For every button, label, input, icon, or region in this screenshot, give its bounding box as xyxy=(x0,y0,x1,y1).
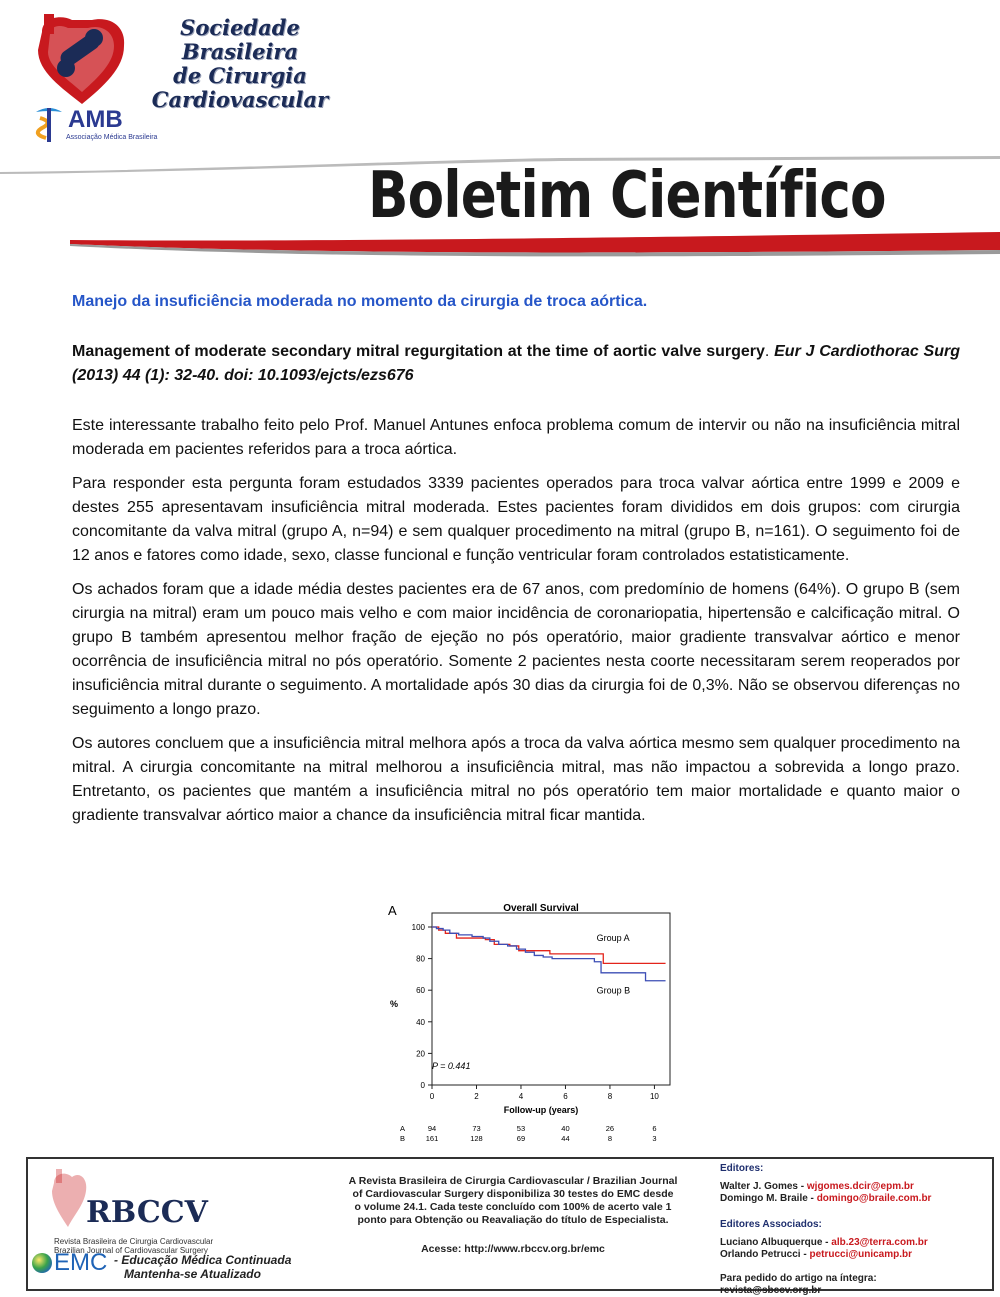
at-risk-value: 44 xyxy=(561,1134,570,1143)
assoc-editor-line xyxy=(720,1249,990,1261)
editors-heading: Editores: xyxy=(720,1163,764,1174)
survival-chart xyxy=(380,895,680,1155)
at-risk-value: 6 xyxy=(652,1124,657,1133)
y-tick-label: 40 xyxy=(416,1017,425,1027)
globe-icon xyxy=(32,1253,52,1273)
at-risk-value: 26 xyxy=(605,1124,615,1133)
sbc-heart-logo-icon xyxy=(30,12,130,108)
at-risk-value: 53 xyxy=(516,1124,526,1133)
footer-middle xyxy=(348,1175,678,1256)
article-reference: Management of moderate secondary mitral regurgitation at the time of aortic valve surgery. Eur J Cardiothorac Surg (2013) 44 (1): 32-40. doi: 10.1093/ejcts/ezs676 xyxy=(72,343,961,384)
at-risk-value: 161 xyxy=(425,1134,439,1143)
chart-title: Overall Survival xyxy=(503,903,579,914)
emc-logo xyxy=(32,1251,362,1285)
access-link[interactable]: http://www.rbccv.org.br/emc xyxy=(464,1243,605,1255)
assoc-editor-email-link[interactable]: petrucci@unicamp.br xyxy=(809,1249,913,1260)
emc-tagline-2: Mantenha-se Atualizado xyxy=(124,1267,261,1281)
rbccv-heart-icon xyxy=(48,1169,88,1229)
x-tick-label: 10 xyxy=(649,1092,659,1101)
emc-logo-text: EMC xyxy=(54,1249,108,1276)
sbc-name-line3: Cardiovascular xyxy=(151,87,329,112)
reference-citation: Eur J Cardiothorac Surg (2013) 44 (1): 32-40. doi: 10.1093/ejcts/ezs676 xyxy=(72,343,961,384)
rbccv-logo-text: RBCCV xyxy=(86,1195,208,1230)
at-risk-value: 40 xyxy=(561,1124,570,1133)
y-axis-label: % xyxy=(390,999,399,1009)
at-risk-value: 8 xyxy=(607,1134,613,1143)
series-line-group-a xyxy=(432,927,666,963)
article-paragraph: Os autores concluem que a insuficiência mitral melhora após a troca da valva aórtica mesmo sem qualquer procedimento na mitral. A cirurgia concomitante na mitral melhorou a insuficiência mitral, mas não impactou a sobrevida a longo prazo. Entretanto, os pacientes que mantém a insuficiência mitral no pós operatório tem maior mortalidade e quanto maior o gradiente transvalvar aórtico maior a chance da insuficiência mitral ficar mantida. xyxy=(72,735,960,824)
request-label: Para pedido do artigo na íntegra: xyxy=(720,1273,877,1284)
x-tick-label: 0 xyxy=(429,1092,435,1101)
article-title-pt: Manejo da insuficiência moderada no momento da cirurgia de troca aórtica. xyxy=(72,293,648,310)
assoc-editors-heading: Editores Associados: xyxy=(720,1219,822,1230)
article-paragraph: Este interessante trabalho feito pelo Prof. Manuel Antunes enfoca problema comum de intervir ou não na insuficiência mitral moderada em pacientes referidos para a troca aórtica. xyxy=(72,417,960,458)
editor-line xyxy=(720,1193,990,1205)
emc-tagline-1: - Educação Médica Continuada xyxy=(114,1253,292,1267)
amb-subtitle: Associação Médica Brasileira xyxy=(66,134,158,141)
sbc-logo xyxy=(30,8,330,112)
request-email-link[interactable]: revista@sbccv.org.br xyxy=(720,1285,822,1296)
x-axis-label: Follow-up (years) xyxy=(503,1105,579,1115)
sbc-name-line1: Sociedade Brasileira xyxy=(180,15,300,64)
assoc-editor-name: Luciano Albuquerque - xyxy=(720,1237,829,1248)
rbccv-logo xyxy=(40,1169,240,1255)
y-tick-label: 80 xyxy=(416,954,425,964)
assoc-editor-line xyxy=(720,1237,990,1249)
y-tick-label: 20 xyxy=(416,1049,425,1059)
at-risk-value: 94 xyxy=(427,1124,437,1133)
y-tick-label: 60 xyxy=(416,986,425,996)
article xyxy=(72,290,960,838)
series-label-group-b: Group B xyxy=(596,985,631,996)
x-tick-label: 2 xyxy=(474,1092,479,1101)
sbc-name-line2: de Cirurgia xyxy=(173,63,307,88)
at-risk-row-label: A xyxy=(400,1124,406,1133)
p-value-annotation: P = 0.441 xyxy=(432,1061,471,1072)
editor-email-link[interactable]: wjgomes.dcir@epm.br xyxy=(806,1181,914,1192)
series-line-group-b xyxy=(432,927,666,981)
article-paragraph: Para responder esta pergunta foram estudados 3339 pacientes operados para troca valvar aórtica entre 1999 e 2009 e destes 255 apresentavam insuficiência mitral moderada. Estes pacientes foram divididos em dois grupos: com cirurgia concomitante da valva mitral (grupo A, n=94) e sem qualquer procedimento na mitral (grupo B, n=161). O seguimento foi de 12 anos e fatores como idade, sexo, classe funcional e função ventricular foram controlados estatisticamente. xyxy=(72,475,960,564)
caduceus-icon xyxy=(32,104,66,144)
amb-name: AMB xyxy=(68,106,123,133)
editor-line xyxy=(720,1181,990,1193)
panel-label: A xyxy=(388,903,397,918)
footer-access xyxy=(348,1243,678,1256)
x-tick-label: 4 xyxy=(518,1092,524,1101)
article-paragraph: Os achados foram que a idade média destes pacientes era de 67 anos, com predomínio de homens (64%). O grupo B (sem cirurgia na mitral) eram um pouco mais velho e com maior incidência de coronariopatia, hipertensão e calcificação mitral. O grupo B também apresentou melhor fração de ejeção no pós operatório, maior gradiente transvalvar aórtico e menor ocorrência de insuficiência mitral no pós operatório. Somente 2 pacientes nesta coorte necessitaram serem reoperados por insuficiência mitral durante o seguimento. A mortalidade após 30 dias da cirurgia foi de 0,3%. Não se observou diferenças no seguimento a longo prazo. xyxy=(72,581,960,718)
plot-frame xyxy=(432,913,670,1085)
editor-name: Walter J. Gomes - xyxy=(720,1181,805,1192)
access-label: Acesse: xyxy=(421,1243,462,1255)
rbccv-journal-line1: Revista Brasileira de Cirurgia Cardiovascular xyxy=(54,1237,214,1246)
footer xyxy=(26,1157,994,1296)
at-risk-value: 69 xyxy=(516,1134,526,1143)
series-label-group-a: Group A xyxy=(596,933,630,944)
at-risk-row-label: B xyxy=(400,1134,406,1143)
at-risk-value: 73 xyxy=(472,1124,481,1133)
amb-logo xyxy=(32,104,162,148)
editor-name: Domingo M. Braile - xyxy=(720,1193,814,1204)
assoc-editor-name: Orlando Petrucci - xyxy=(720,1249,807,1260)
editor-email-link[interactable]: domingo@braile.com.br xyxy=(816,1193,932,1204)
footer-editors xyxy=(720,1163,990,1297)
y-tick-label: 0 xyxy=(420,1081,425,1090)
rbccv-journal-line2: Brazilian Journal of Cardiovascular Surgery xyxy=(54,1246,208,1255)
x-tick-label: 8 xyxy=(607,1092,613,1101)
sbc-name xyxy=(125,16,355,112)
at-risk-value: 128 xyxy=(470,1134,483,1143)
x-tick-label: 6 xyxy=(563,1092,568,1101)
assoc-editor-email-link[interactable]: alb.23@terra.com.br xyxy=(831,1237,928,1248)
footer-emc-text: A Revista Brasileira de Cirurgia Cardiovascular / Brazilian Journal of Cardiovascular Surgery disponibiliza 30 testes do EMC desde o volume 24.1. Cada teste concluído com 100% de acerto vale 1 ponto para Obtenção ou Reavaliação do título de Especialista. xyxy=(348,1175,678,1226)
bulletin-title: Boletim Científico xyxy=(368,159,886,233)
reference-title: Management of moderate secondary mitral regurgitation at the time of aortic valve surgery xyxy=(72,343,765,360)
survival-chart-svg xyxy=(380,895,680,1155)
at-risk-value: 3 xyxy=(652,1134,657,1143)
y-tick-label: 100 xyxy=(411,923,425,932)
